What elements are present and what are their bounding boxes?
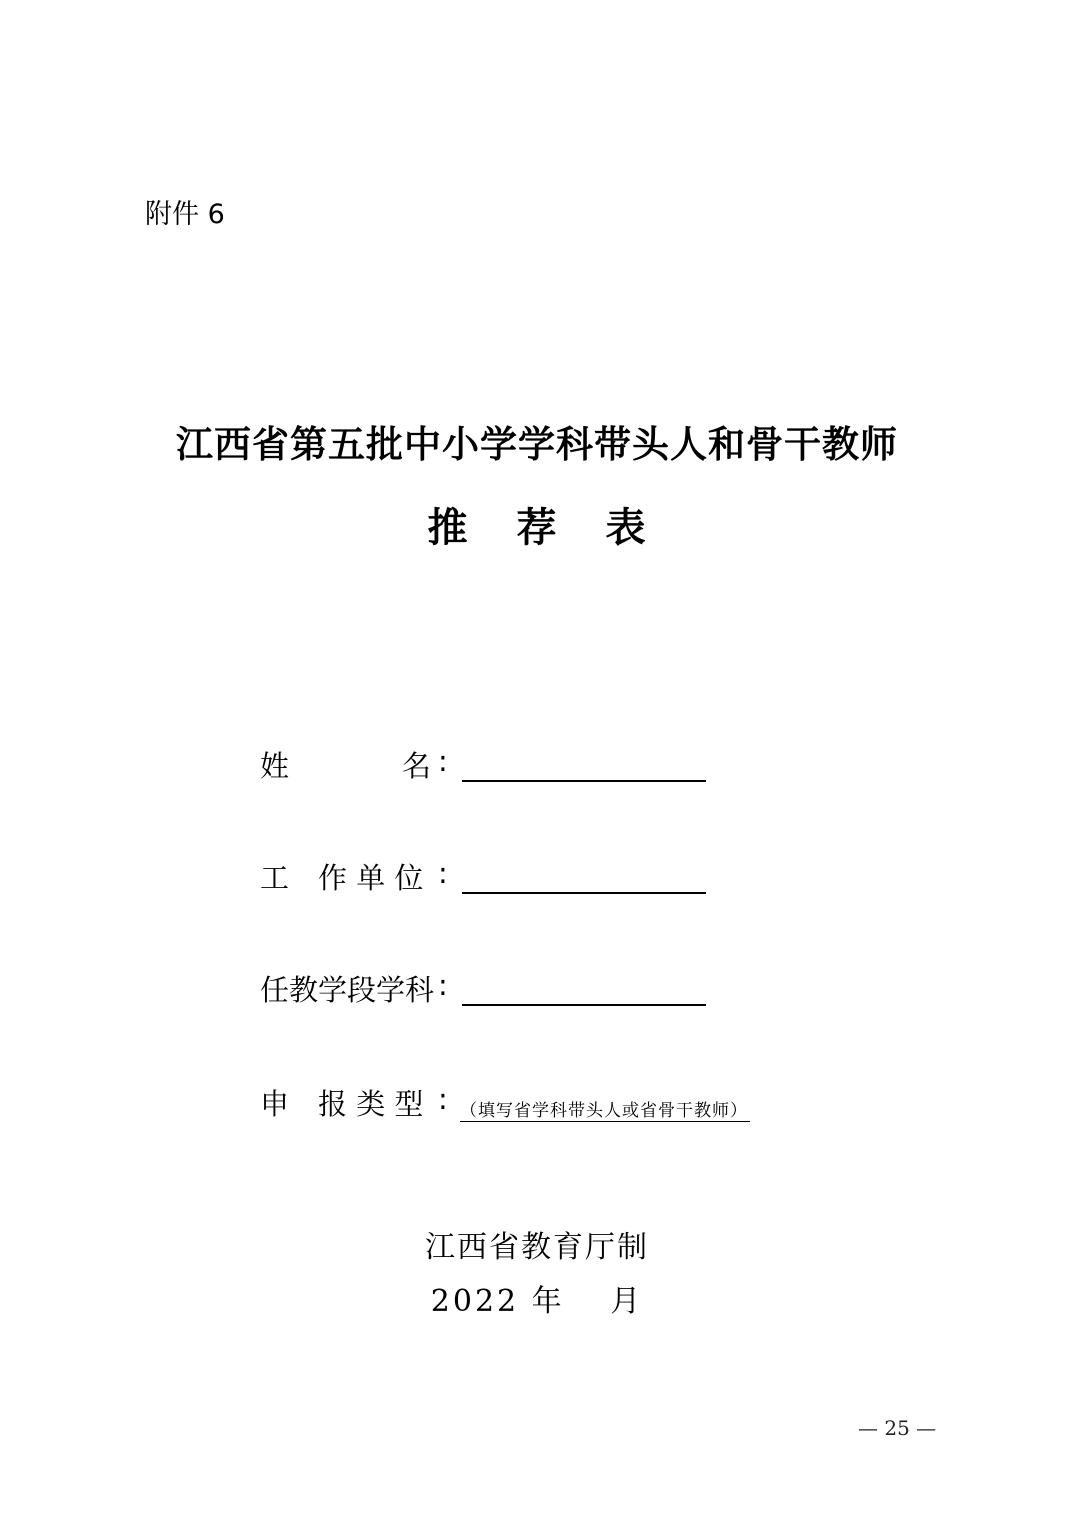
document-title: 江西省第五批中小学学科带头人和骨干教师	[176, 422, 898, 466]
subtitle-char: 推	[427, 504, 469, 551]
teaching-colon: :	[438, 968, 448, 1002]
date-text: 2022 年 月	[430, 1284, 644, 1319]
workplace-label: 工 作 单 位	[260, 861, 424, 895]
document-subtitle	[0, 496, 1074, 553]
attachment-label: 附件 6	[145, 199, 225, 230]
teaching-label: 任教学段学科	[260, 973, 435, 1007]
page-number: — 25 —	[858, 1416, 937, 1440]
subtitle-char: 荐	[516, 504, 558, 551]
subtitle-char: 表	[605, 504, 647, 551]
name-colon: :	[438, 744, 448, 778]
type-colon: :	[438, 1082, 448, 1116]
name-label-last: 名	[402, 749, 432, 783]
teaching-input-line[interactable]	[462, 1004, 706, 1006]
type-label: 申 报 类 型	[260, 1087, 424, 1121]
workplace-colon: :	[438, 856, 448, 890]
name-label-first: 姓	[260, 749, 290, 783]
name-input-line[interactable]	[462, 780, 706, 782]
type-hint[interactable]: （填写省学科带头人或省骨干教师）	[460, 1096, 750, 1122]
issuer-text: 江西省教育厅制	[425, 1230, 649, 1265]
workplace-input-line[interactable]	[462, 892, 706, 894]
